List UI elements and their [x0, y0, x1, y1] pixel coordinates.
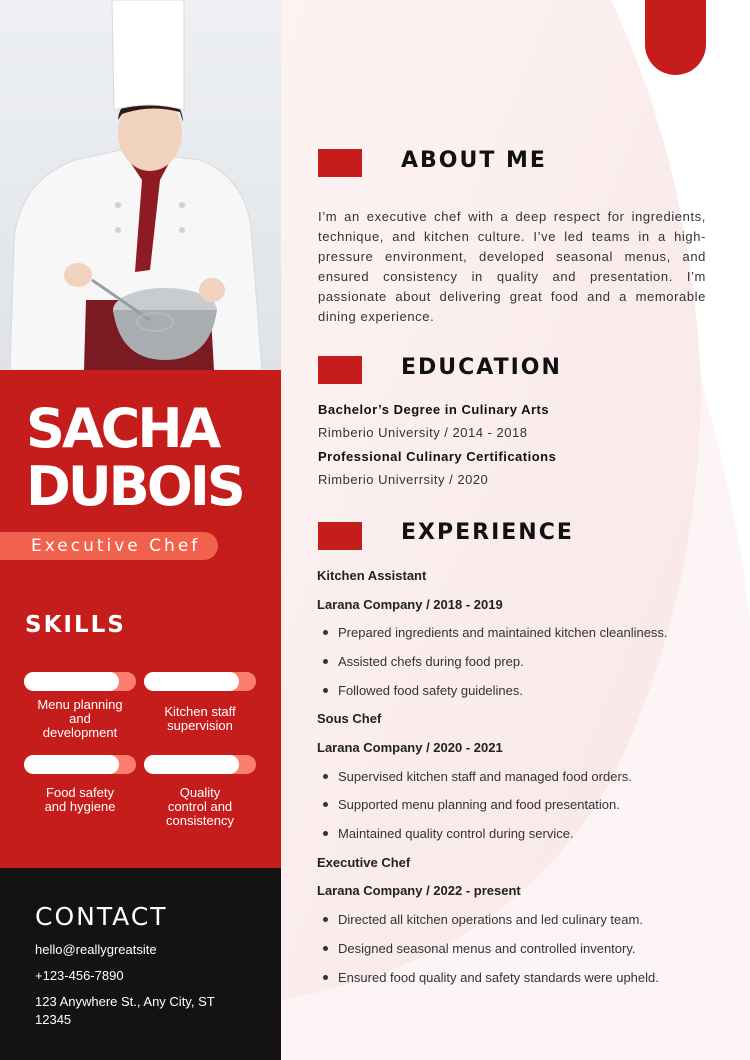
- contact-phone[interactable]: +123-456-7890: [35, 968, 124, 983]
- job-company: Larana Company / 2022 - present: [317, 883, 521, 898]
- job-bullet: Maintained quality control during service.: [323, 826, 574, 841]
- contact-address: 123 Anywhere St., Any City, ST 12345: [35, 994, 215, 1027]
- skill-level-bar: [144, 672, 256, 691]
- skills-heading: SKILLS: [25, 612, 126, 638]
- name-and-skills-panel: [0, 370, 281, 868]
- skill-level-bar: [24, 755, 136, 774]
- contact-email[interactable]: hello@reallygreatsite: [35, 942, 157, 957]
- chef-photo: [0, 0, 281, 370]
- chef-portrait-icon: [0, 0, 281, 370]
- job-company: Larana Company / 2020 - 2021: [317, 740, 503, 755]
- education-heading: EDUCATION: [401, 355, 562, 380]
- skill-label: Food safety and hygiene: [44, 785, 116, 814]
- last-name: DUBOIS: [26, 455, 243, 518]
- job-bullet: Designed seasonal menus and controlled inventory.: [323, 941, 636, 956]
- job-bullet: Directed all kitchen operations and led culinary team.: [323, 912, 643, 927]
- skill-level-bar: [144, 755, 256, 774]
- job-bullet: Supervised kitchen staff and managed food orders.: [323, 769, 632, 784]
- skill-item: [24, 755, 136, 814]
- job-title-badge: Executive Chef: [0, 532, 218, 560]
- job-bullet: Followed food safety guidelines.: [323, 683, 523, 698]
- candidate-name: [26, 397, 243, 518]
- section-marker: [318, 149, 362, 177]
- experience-heading: EXPERIENCE: [401, 520, 574, 545]
- skill-level-fill: [144, 755, 239, 774]
- left-column: [0, 0, 281, 1060]
- education-detail: Rimberio University / 2014 - 2018: [318, 425, 528, 440]
- job-company: Larana Company / 2018 - 2019: [317, 597, 503, 612]
- about-paragraph: I’m an executive chef with a deep respect for ingredients, technique, and kitchen culture. I’ve led teams in a high-pressure environment, developed seasonal menus, and ensured consistency in quality and presentation. I’m passionate about delivering great food and a memorable dining experience.: [318, 209, 706, 324]
- skill-label: Quality control and consistency: [166, 785, 234, 828]
- section-marker: [318, 356, 362, 384]
- skill-level-fill: [24, 755, 119, 774]
- skill-level-bar: [24, 672, 136, 691]
- job-role: Sous Chef: [317, 711, 382, 726]
- skill-item: [144, 672, 256, 733]
- job-bullet: Ensured food quality and safety standards were upheld.: [323, 970, 659, 985]
- job-bullet: Assisted chefs during food prep.: [323, 654, 524, 669]
- contact-panel: [0, 868, 281, 1060]
- education-degree: Professional Culinary Certifications: [318, 449, 557, 464]
- skill-label: Kitchen staff supervision: [164, 704, 236, 733]
- right-column: [281, 0, 750, 1060]
- about-heading: ABOUT ME: [401, 148, 547, 173]
- skill-level-fill: [24, 672, 119, 691]
- job-bullet: Prepared ingredients and maintained kitchen cleanliness.: [323, 625, 668, 640]
- section-marker: [318, 522, 362, 550]
- decorative-tab: [645, 0, 706, 75]
- job-role: Kitchen Assistant: [317, 568, 427, 583]
- job-bullet: Supported menu planning and food presentation.: [323, 797, 620, 812]
- contact-heading: CONTACT: [35, 902, 168, 931]
- education-degree: Bachelor’s Degree in Culinary Arts: [318, 402, 550, 417]
- skill-level-fill: [144, 672, 239, 691]
- first-name: SACHA: [26, 397, 219, 460]
- education-detail: Rimberio Univerrsity / 2020: [318, 472, 489, 487]
- job-role: Executive Chef: [317, 855, 411, 870]
- skill-label: Menu planning and development: [37, 697, 123, 740]
- skill-item: [144, 755, 256, 828]
- skill-item: [24, 672, 136, 740]
